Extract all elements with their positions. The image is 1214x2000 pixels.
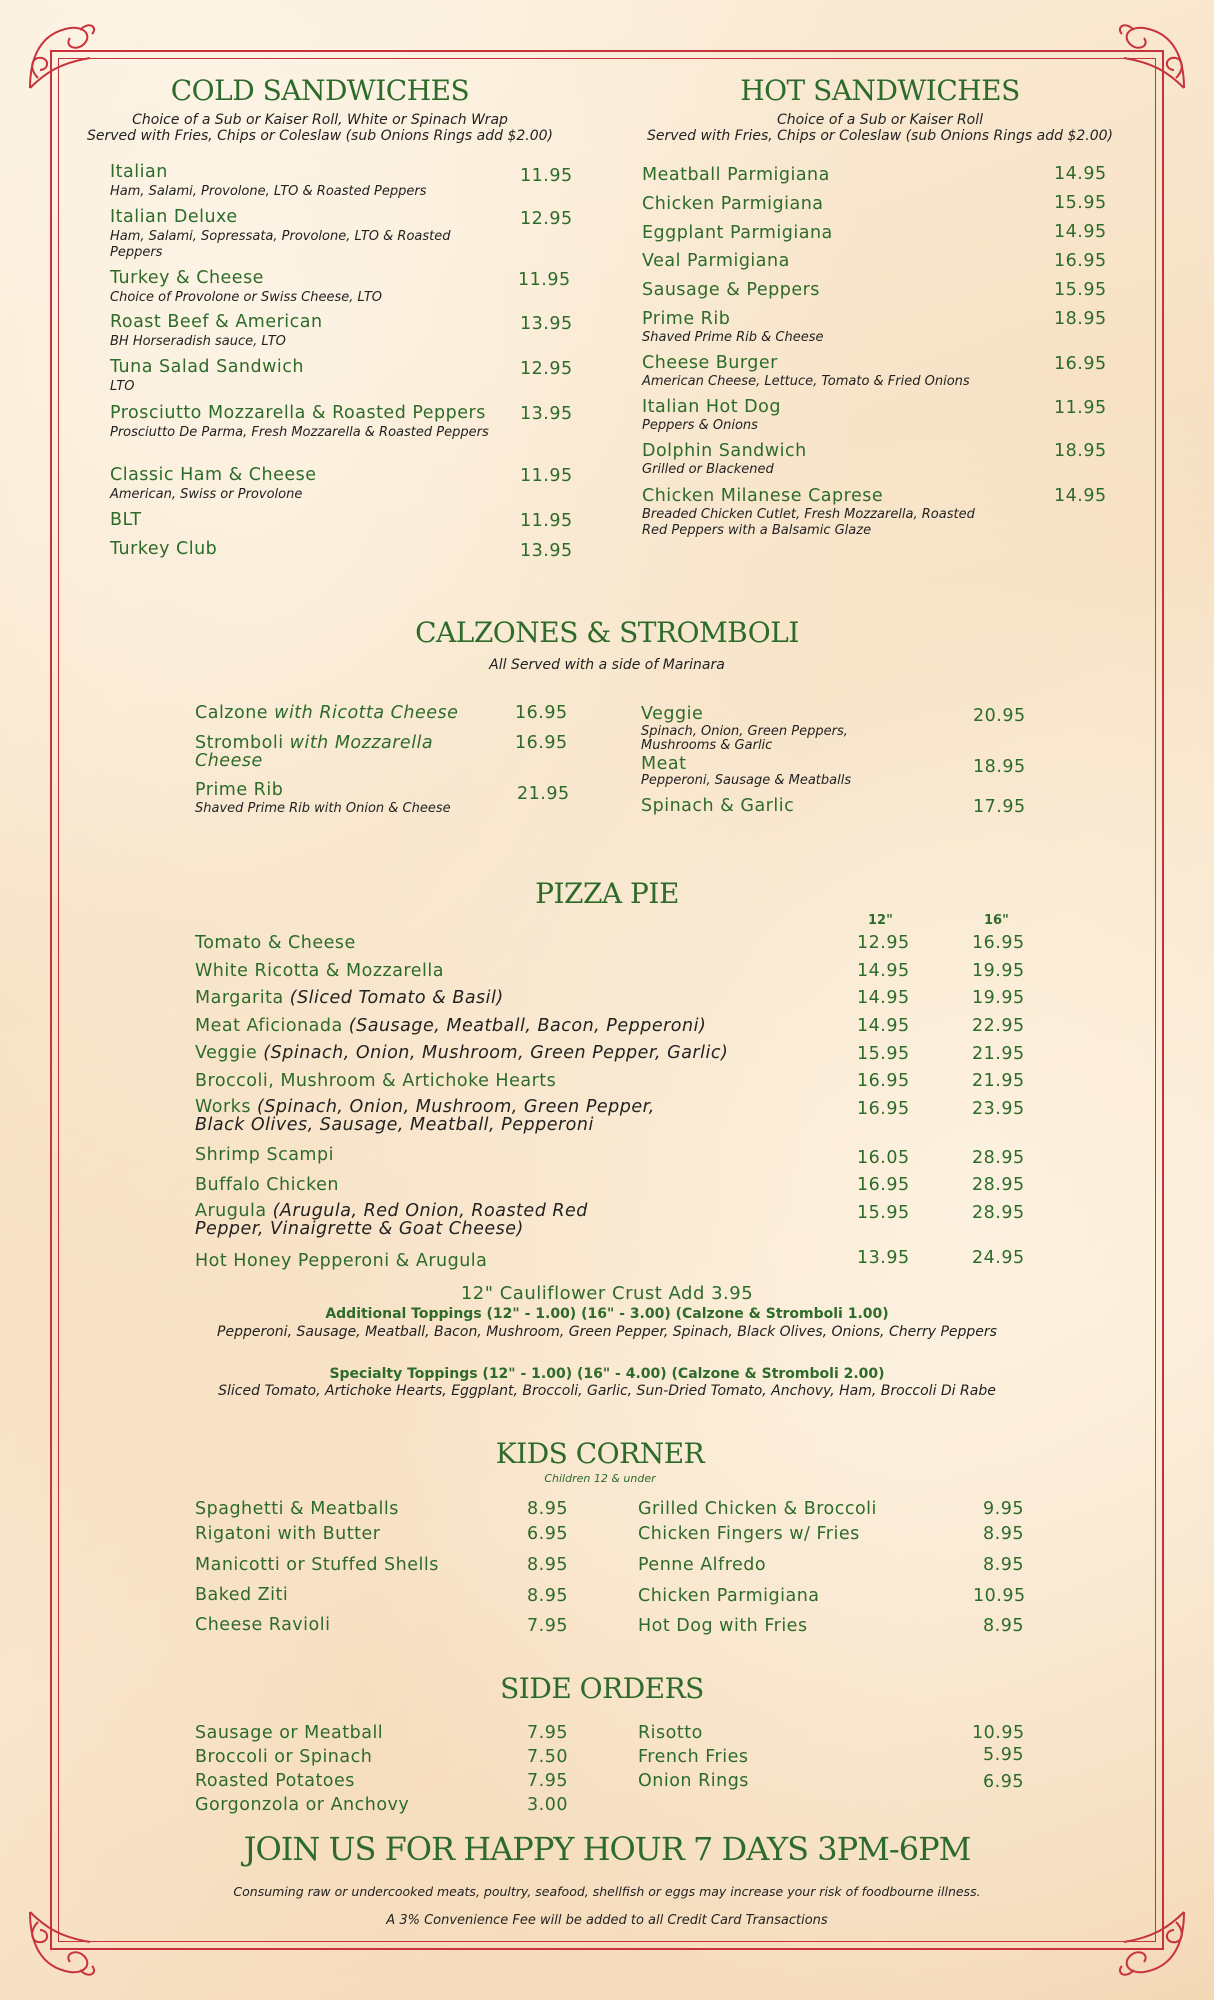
pizza-item-name: Works (Spinach, Onion, Mushroom, Green Pepper, Black Olives, Sausage, Meatball, Pepperoni	[195, 1097, 655, 1135]
menu-item-name: Roast Beef & American	[110, 312, 323, 332]
pizza-price-16: 21.95	[972, 1071, 1025, 1091]
kids-item-name: Chicken Fingers w/ Fries	[638, 1524, 860, 1544]
cold-sandwiches-subtitle: Served with Fries, Chips or Coleslaw (sub Onions Rings add $2.00)	[87, 128, 553, 144]
menu-item-price: 14.95	[1054, 222, 1107, 242]
menu-item-price: 16.95	[515, 733, 568, 753]
menu-item-price: 14.95	[1054, 486, 1107, 506]
menu-item-description: BH Horseradish sauce, LTO	[110, 334, 286, 349]
side-item-name: French Fries	[638, 1747, 749, 1767]
happy-hour-banner: JOIN US FOR HAPPY HOUR 7 DAYS 3PM-6PM	[243, 1830, 971, 1868]
pizza-title: PIZZA PIE	[535, 877, 679, 910]
kids-item-name: Chicken Parmigiana	[638, 1586, 820, 1606]
menu-item-price: 12.95	[520, 209, 573, 229]
pizza-price-16: 23.95	[972, 1099, 1025, 1119]
menu-item-price: 15.95	[1054, 280, 1107, 300]
menu-item-price: 11.95	[518, 270, 571, 290]
additional-toppings-list: Pepperoni, Sausage, Meatball, Bacon, Mushroom, Green Pepper, Spinach, Black Olives, Onions, Cherry Peppers	[217, 1324, 997, 1340]
menu-item-price: 15.95	[1054, 193, 1107, 213]
kids-item-name: Baked Ziti	[195, 1585, 289, 1605]
menu-item-price: 21.95	[517, 784, 570, 804]
menu-item-name: Turkey & Cheese	[110, 268, 264, 288]
side-item-price: 10.95	[972, 1723, 1025, 1743]
hot-sandwiches-title: HOT SANDWICHES	[740, 74, 1020, 107]
menu-item-name: Chicken Parmigiana	[642, 194, 824, 214]
menu-item-description: Pepperoni, Sausage & Meatballs	[641, 773, 852, 788]
pizza-price-16: 28.95	[972, 1148, 1025, 1168]
kids-item-name: Manicotti or Stuffed Shells	[195, 1555, 439, 1575]
menu-item-name: Meat	[641, 754, 687, 774]
menu-item-name: Classic Ham & Cheese	[110, 465, 317, 485]
kids-item-name: Spaghetti & Meatballs	[195, 1499, 399, 1519]
kids-corner-title: KIDS CORNER	[495, 1437, 705, 1470]
cold-sandwiches-title: COLD SANDWICHES	[170, 74, 470, 107]
menu-item-name: Meatball Parmigiana	[642, 165, 830, 185]
additional-toppings-title: Additional Toppings (12" - 1.00) (16" - 3.00) (Calzone & Stromboli 1.00)	[325, 1306, 889, 1322]
pizza-price-12: 15.95	[857, 1203, 910, 1223]
menu-item-name: Prosciutto Mozzarella & Roasted Peppers	[110, 403, 486, 423]
kids-item-name: Penne Alfredo	[638, 1555, 767, 1575]
kids-item-price: 8.95	[527, 1586, 568, 1606]
side-orders-title: SIDE ORDERS	[500, 1672, 704, 1705]
menu-item-price: 11.95	[1054, 398, 1107, 418]
menu-item-name: Italian Hot Dog	[642, 397, 781, 417]
pizza-item-name: Tomato & Cheese	[195, 933, 356, 953]
pizza-item-name: Shrimp Scampi	[195, 1145, 334, 1165]
pizza-price-16: 28.95	[972, 1203, 1025, 1223]
menu-item-name: Italian	[110, 162, 168, 182]
menu-item-price: 18.95	[1054, 309, 1107, 329]
menu-item-description: Grilled or Blackened	[642, 462, 774, 477]
pizza-price-12: 16.95	[857, 1099, 910, 1119]
side-item-name: Sausage or Meatball	[195, 1723, 384, 1743]
menu-item-name: Veal Parmigiana	[642, 251, 790, 271]
kids-item-price: 6.95	[527, 1524, 568, 1544]
pizza-price-16: 22.95	[972, 1016, 1025, 1036]
kids-item-name: Rigatoni with Butter	[195, 1524, 381, 1544]
pizza-price-16: 19.95	[972, 961, 1025, 981]
menu-item-price: 14.95	[1054, 164, 1107, 184]
menu-item-description: Breaded Chicken Cutlet, Fresh Mozzarella, Roasted Red Peppers with a Balsamic Glaze	[642, 507, 975, 538]
side-item-price: 7.95	[527, 1771, 568, 1791]
menu-item-name: Veggie	[641, 704, 704, 724]
pizza-item-name: Veggie (Spinach, Onion, Mushroom, Green Pepper, Garlic)	[195, 1043, 729, 1063]
menu-item-price: 17.95	[973, 797, 1026, 817]
menu-item-description: Ham, Salami, Provolone, LTO & Roasted Peppers	[110, 184, 427, 199]
pizza-price-12: 14.95	[857, 1016, 910, 1036]
pizza-item-name: Arugula (Arugula, Red Onion, Roasted Red Pepper, Vinaigrette & Goat Cheese)	[195, 1201, 588, 1239]
pizza-price-16: 19.95	[972, 988, 1025, 1008]
menu-item-name: Tuna Salad Sandwich	[110, 357, 305, 377]
menu-item-name: Prime Rib	[195, 780, 284, 800]
menu-item-name: Cheese Burger	[642, 353, 778, 373]
pizza-item-name: Broccoli, Mushroom & Artichoke Hearts	[195, 1071, 557, 1091]
kids-item-price: 10.95	[973, 1586, 1026, 1606]
side-item-name: Roasted Potatoes	[195, 1771, 355, 1791]
specialty-toppings-title: Specialty Toppings (12" - 1.00) (16" - 4.00) (Calzone & Stromboli 2.00)	[329, 1366, 885, 1382]
kids-item-price: 8.95	[983, 1616, 1024, 1636]
menu-item-price: 11.95	[520, 511, 573, 531]
pizza-price-16: 16.95	[972, 933, 1025, 953]
cold-sandwiches-subtitle: Choice of a Sub or Kaiser Roll, White or Spinach Wrap	[132, 112, 508, 128]
menu-item-description: Choice of Provolone or Swiss Cheese, LTO	[110, 290, 383, 305]
kids-item-price: 8.95	[527, 1555, 568, 1575]
hot-sandwiches-subtitle: Choice of a Sub or Kaiser Roll	[776, 112, 984, 128]
menu-item-description: Ham, Salami, Sopressata, Provolone, LTO & Roasted Peppers	[110, 229, 451, 260]
menu-item-description: Shaved Prime Rib with Onion & Cheese	[195, 801, 451, 816]
pizza-price-12: 12.95	[857, 933, 910, 953]
menu-item-description: Peppers & Onions	[642, 418, 758, 433]
menu-item-price: 13.95	[520, 541, 573, 561]
menu-item-price: 16.95	[515, 703, 568, 723]
menu-item-name: Calzone with Ricotta Cheese	[195, 703, 459, 723]
menu-item-price: 11.95	[520, 466, 573, 486]
menu-item-price: 20.95	[973, 706, 1026, 726]
menu-item-price: 13.95	[520, 404, 573, 424]
pizza-price-16: 24.95	[972, 1248, 1025, 1268]
kids-item-name: Hot Dog with Fries	[638, 1616, 808, 1636]
menu-item-description: LTO	[110, 379, 135, 394]
pizza-item-name: White Ricotta & Mozzarella	[195, 961, 444, 981]
menu-item-description: Spinach, Onion, Green Peppers, Mushrooms & Garlic	[641, 724, 848, 753]
menu-item-name: Prime Rib	[642, 309, 731, 329]
size-12-header: 12"	[868, 913, 893, 928]
kids-item-name: Cheese Ravioli	[195, 1615, 331, 1635]
kids-item-price: 7.95	[527, 1616, 568, 1636]
menu-item-price: 13.95	[520, 314, 573, 334]
menu-item-name: Stromboli with Mozzarella Cheese	[195, 733, 434, 771]
pizza-item-name: Buffalo Chicken	[195, 1175, 339, 1195]
side-item-price: 5.95	[983, 1745, 1024, 1765]
pizza-price-12: 16.95	[857, 1175, 910, 1195]
side-item-price: 6.95	[983, 1772, 1024, 1792]
pizza-price-12: 15.95	[857, 1044, 910, 1064]
menu-item-name: Dolphin Sandwich	[642, 441, 807, 461]
pizza-price-12: 16.95	[857, 1071, 910, 1091]
pizza-price-12: 13.95	[857, 1248, 910, 1268]
menu-item-price: 16.95	[1054, 251, 1107, 271]
menu-item-description: American Cheese, Lettuce, Tomato & Fried Onions	[642, 374, 970, 389]
pizza-item-name: Hot Honey Pepperoni & Arugula	[195, 1251, 488, 1271]
menu-item-name: BLT	[110, 510, 142, 530]
convenience-fee-note: A 3% Convenience Fee will be added to all Credit Card Transactions	[386, 1913, 828, 1928]
kids-item-price: 8.95	[983, 1524, 1024, 1544]
calzones-title: CALZONES & STROMBOLI	[415, 616, 799, 649]
menu-item-description: Prosciutto De Parma, Fresh Mozzarella & Roasted Peppers	[110, 425, 489, 440]
pizza-price-12: 14.95	[857, 961, 910, 981]
kids-item-price: 9.95	[983, 1499, 1024, 1519]
side-item-price: 7.50	[527, 1747, 568, 1767]
kids-item-name: Grilled Chicken & Broccoli	[638, 1499, 877, 1519]
pizza-price-12: 16.05	[857, 1148, 910, 1168]
menu-item-description: American, Swiss or Provolone	[110, 487, 303, 502]
menu-item-name: Spinach & Garlic	[641, 796, 795, 816]
pizza-item-name: Meat Aficionada (Sausage, Meatball, Bacon, Pepperoni)	[195, 1016, 707, 1036]
menu-item-name: Italian Deluxe	[110, 207, 238, 227]
menu-item-price: 12.95	[520, 359, 573, 379]
specialty-toppings-list: Sliced Tomato, Artichoke Hearts, Eggplant, Broccoli, Garlic, Sun-Dried Tomato, Anchovy, Ham, Broccoli Di Rabe	[218, 1383, 996, 1399]
menu-item-name: Chicken Milanese Caprese	[642, 486, 884, 506]
menu-item-name: Sausage & Peppers	[642, 280, 820, 300]
pizza-price-16: 28.95	[972, 1175, 1025, 1195]
side-item-price: 3.00	[527, 1795, 568, 1815]
side-item-name: Risotto	[638, 1723, 703, 1743]
side-item-name: Onion Rings	[638, 1771, 749, 1791]
calzones-subtitle: All Served with a side of Marinara	[489, 657, 725, 673]
pizza-price-16: 21.95	[972, 1044, 1025, 1064]
menu-item-name: Turkey Club	[110, 539, 218, 559]
menu-item-price: 18.95	[973, 757, 1026, 777]
side-item-name: Broccoli or Spinach	[195, 1747, 373, 1767]
side-item-price: 7.95	[527, 1723, 568, 1743]
menu-item-price: 11.95	[520, 166, 573, 186]
menu-item-description: Shaved Prime Rib & Cheese	[642, 330, 824, 345]
kids-corner-subtitle: Children 12 & under	[544, 1472, 656, 1485]
hot-sandwiches-subtitle: Served with Fries, Chips or Coleslaw (sub Onions Rings add $2.00)	[647, 128, 1113, 144]
side-item-name: Gorgonzola or Anchovy	[195, 1795, 410, 1815]
pizza-item-name: Margarita (Sliced Tomato & Basil)	[195, 988, 504, 1008]
menu-item-name: Eggplant Parmigiana	[642, 223, 833, 243]
kids-item-price: 8.95	[527, 1499, 568, 1519]
kids-item-price: 8.95	[983, 1555, 1024, 1575]
menu-item-price: 16.95	[1054, 354, 1107, 374]
size-16-header: 16"	[984, 913, 1009, 928]
cauliflower-crust-note: 12" Cauliflower Crust Add 3.95	[460, 1283, 754, 1304]
menu-item-price: 18.95	[1054, 441, 1107, 461]
food-safety-warning: Consuming raw or undercooked meats, poultry, seafood, shellfish or eggs may increase your risk of foodbourne illness.	[233, 1884, 981, 1899]
pizza-price-12: 14.95	[857, 988, 910, 1008]
